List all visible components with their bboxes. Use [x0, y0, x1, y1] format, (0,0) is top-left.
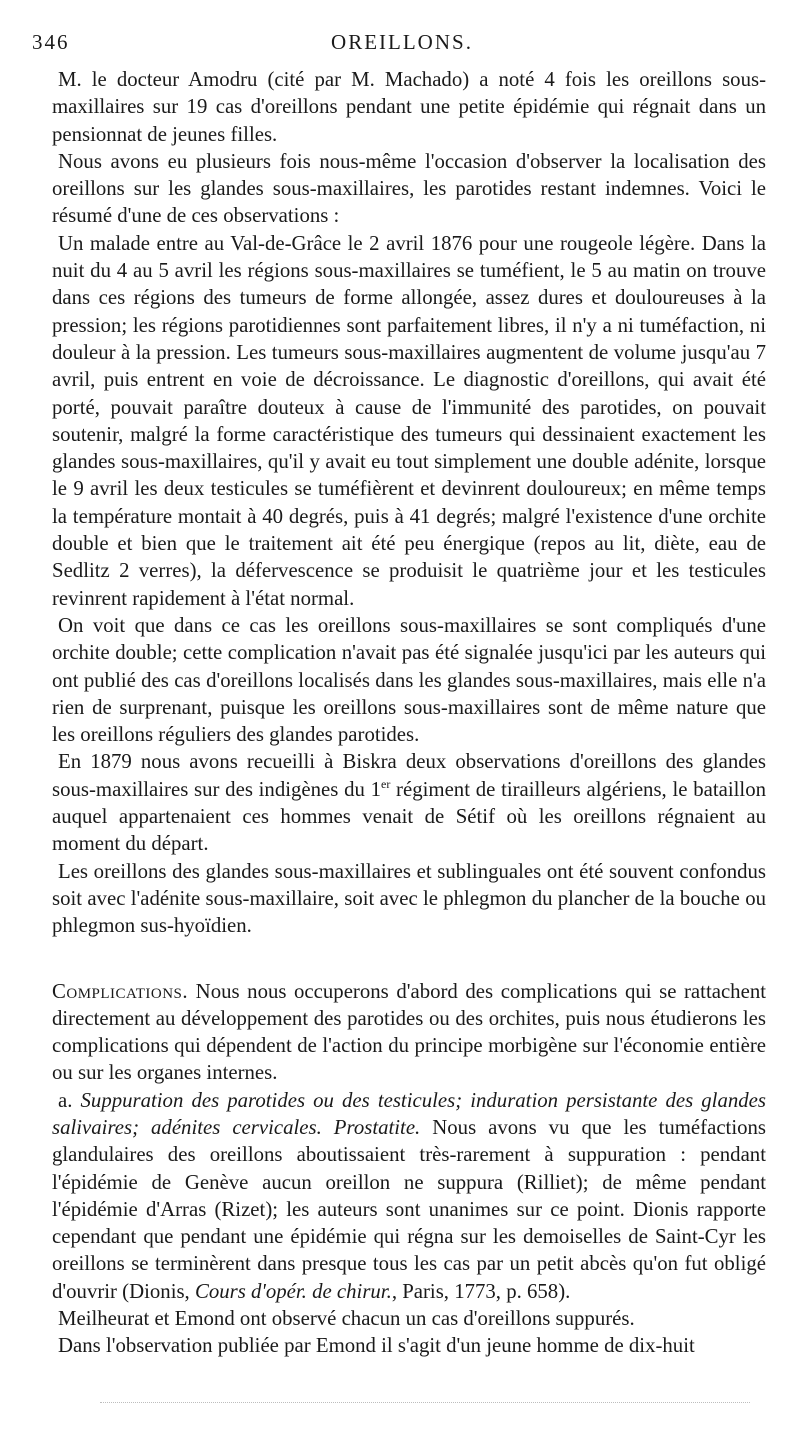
- footer-bleed-line: [100, 1402, 750, 1403]
- suppuration-text-2: , Paris, 1773, p. 658).: [391, 1279, 571, 1303]
- paragraph-own-observations: Nous avons eu plusieurs fois nous-même l'occasion d'observer la localisation des oreillons sur les glandes sous-maxillaires, les parotides restant indemnes. Voici le résumé d'une de ces observations :: [52, 149, 766, 228]
- subsection-label: a.: [58, 1088, 81, 1112]
- paragraph-differential: Les oreillons des glandes sous-maxillaires et sublinguales ont été souvent confondus soit avec l'adénite sous-maxillaire, soit avec le phlegmon du plancher de la bouche ou phlegmon sus-hyoïdien.: [52, 859, 766, 938]
- section-heading: Complications.: [52, 979, 189, 1003]
- paragraph-suppuration: [52, 1087, 766, 1305]
- citation-title: Cours d'opér. de chirur.: [194, 1279, 392, 1303]
- paragraph-meilheurat: Meilheurat et Emond ont observé chacun un cas d'oreillons suppurés.: [58, 1307, 635, 1331]
- paragraph-biskra: [52, 748, 766, 857]
- paragraph-emond: Dans l'observation publiée par Emond il s'agit d'un jeune homme de dix-huit: [58, 1334, 695, 1358]
- paragraph-complications: [52, 978, 766, 1087]
- biskra-text-a: En 1879 nous avons recueilli à Biskra deux observations d'oreillons des glandes sous-maxillaires sur des indigènes du 1: [52, 750, 766, 801]
- page-body: [52, 66, 766, 1360]
- subsection-title: Suppuration des parotides ou des testicules; induration persistante des glandes salivaires; adénites cervicales. Prostatite.: [52, 1088, 766, 1139]
- page-number: 346: [32, 30, 70, 54]
- complications-text: Nous nous occuperons d'abord des complications qui se rattachent directement au développement des parotides ou des orchites, puis nous étudierons les complications qui dépendent de l'action du principe morbigène sur l'économie entière ou sur les organes internes.: [52, 979, 766, 1085]
- page-header: [32, 30, 772, 60]
- ordinal-superscript: er: [381, 776, 391, 791]
- suppuration-text-1: Nous avons vu que les tuméfactions glandulaires des oreillons aboutissaient très-rarement à suppuration : pendant l'épidémie de Genève aucun oreillon ne suppura (Rilliet); de même pendant l'épidémie d'Arras (Rizet); les auteurs sont unanimes sur ce point. Dionis rapporte cependant que pendant une épidémie qui régna sur les demoiselles de Saint-Cyr les oreillons se terminèrent dans presque tous les cas par un petit abcès qu'on fut obligé d'ouvrir (Dionis,: [52, 1115, 766, 1303]
- paragraph-orchitis-complication: On voit que dans ce cas les oreillons sous-maxillaires se sont compliqués d'une orchite double; cette complication n'avait pas été signalée jusqu'ici par les auteurs qui ont publié des cas d'oreillons localisés dans les glandes sous-maxillaires, mais elle n'a rien de surprenant, puisque les oreillons sous-maxillaires sont de même nature que les oreillons réguliers des glandes parotides.: [52, 613, 766, 747]
- running-title: OREILLONS.: [331, 30, 473, 54]
- paragraph-amodru: M. le docteur Amodru (cité par M. Machado) a noté 4 fois les oreillons sous-maxillaires sur 19 cas d'oreillons pendant une petite épidémie qui régnait dans un pensionnat de jeunes filles.: [52, 68, 766, 146]
- paragraph-case-report: Un malade entre au Val-de-Grâce le 2 avril 1876 pour une rougeole légère. Dans la nuit du 4 au 5 avril les régions sous-maxillaires se tuméfient, le 5 au matin on trouve dans ces régions des tumeurs de forme allongée, assez dures et douloureuses à la pression; les régions parotidiennes sont parfaitement libres, il n'y a ni tuméfaction, ni douleur à la pression. Les tumeurs sous-maxillaires augmentent de volume jusqu'au 7 avril, puis entrent en voie de décroissance. Le diagnostic d'oreillons, qui avait été porté, pouvait paraître douteux à cause de l'immunité des parotides, on pouvait soutenir, malgré la forme caractéristique des tumeurs qui dessinaient exactement les glandes sous-maxillaires, qu'il y avait eu tout simplement une double adénite, lorsque le 9 avril les deux testicules se tuméfièrent et devinrent douloureux; en même temps la température montait à 40 degrés, puis à 41 degrés; malgré l'existence d'une orchite double et bien que le traitement ait été peu énergique (repos au lit, diète, eau de Sedlitz 2 verres), la défervescence se produisit le quatrième jour et les testicules revinrent rapidement à l'état normal.: [52, 231, 766, 610]
- biskra-text-b: régiment de tirailleurs algériens, le bataillon auquel appartenaient ces hommes venait de Sétif où les oreillons régnaient au moment du départ.: [52, 777, 766, 856]
